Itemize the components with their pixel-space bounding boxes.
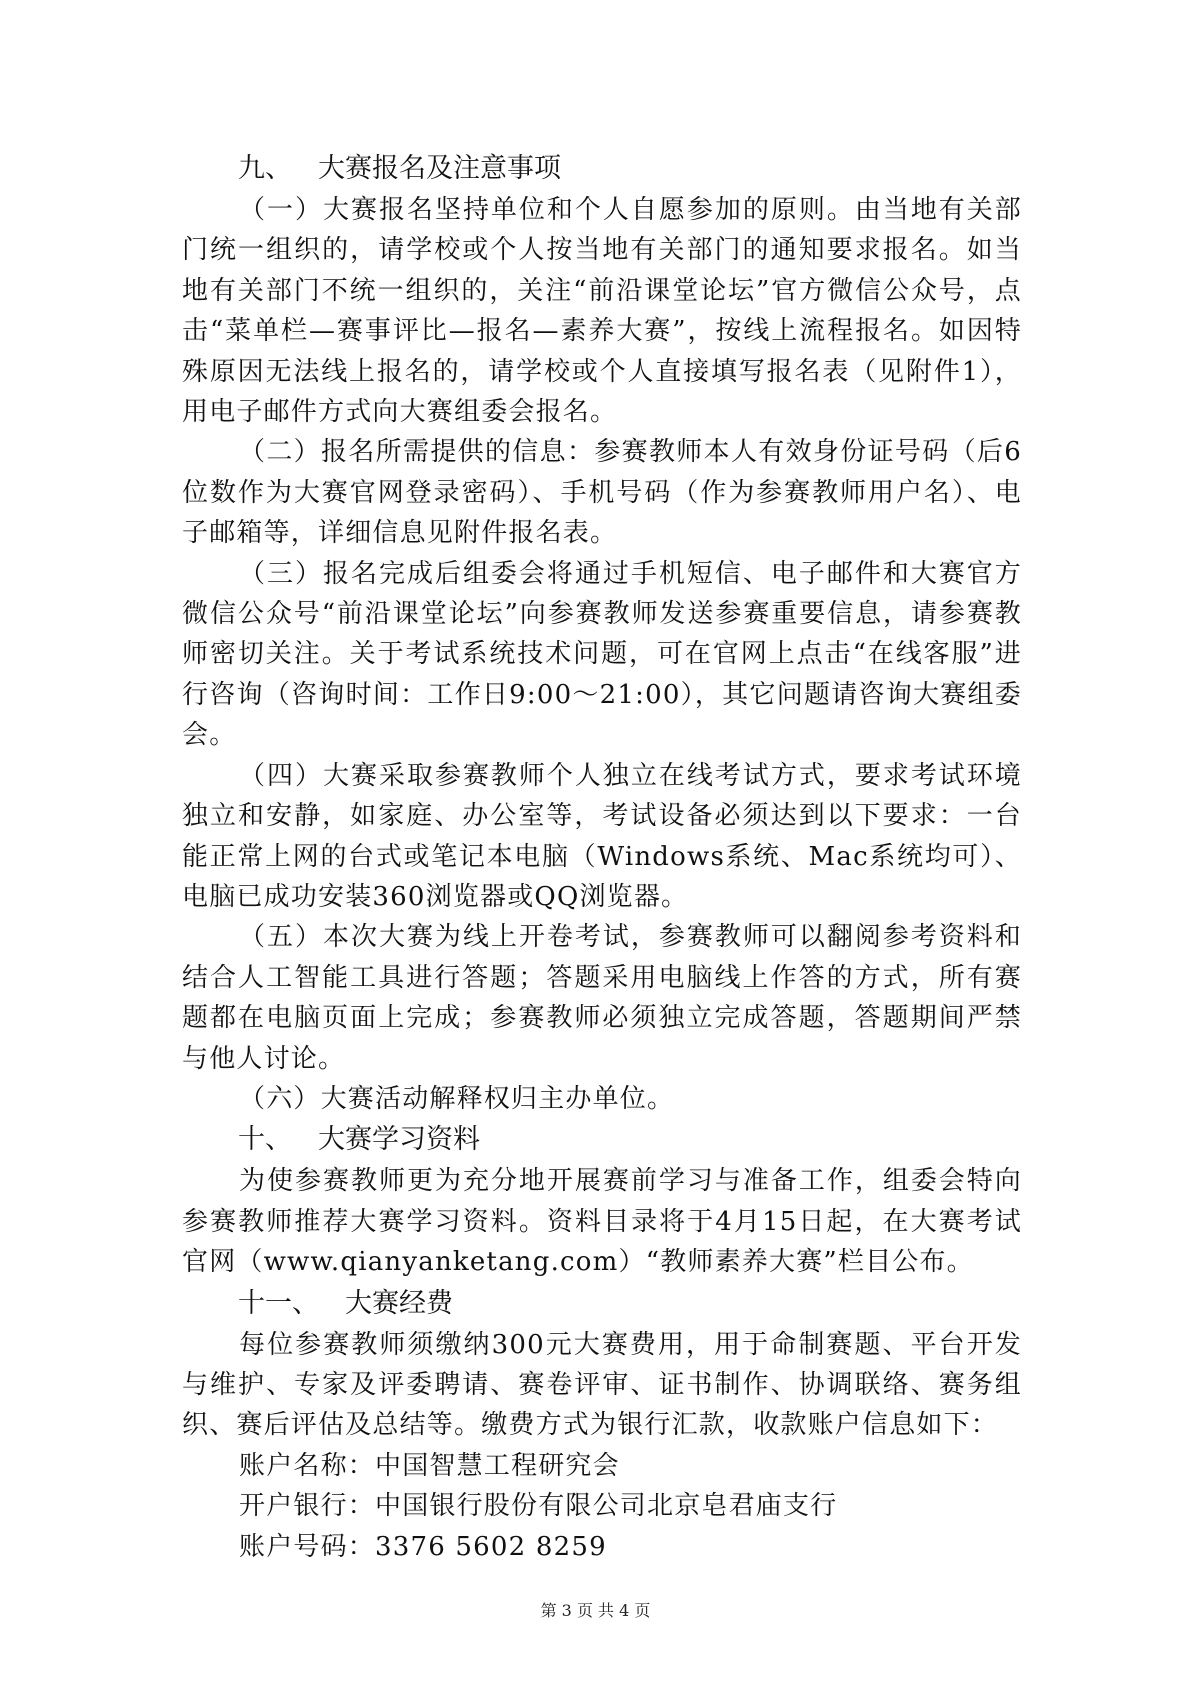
paragraph-11-1: 每位参赛教师须缴纳300元大赛费用，用于命制赛题、平台开发与维护、专家及评委聘请、赛卷评审、证书制作、协调联络、赛务组织、赛后评估及总结等。缴费方式为银行汇款，收款账户信息如下： [182,1329,1022,1441]
paragraph-10-1: 为使参赛教师更为充分地开展赛前学习与准备工作，组委会特向参赛教师推荐大赛学习资料。资料目录将于4月15日起，在大赛考试官网（www.qianyanketang.com）“教师素养大赛”栏目公布。 [182,1166,1022,1278]
paragraph-9-1: （一）大赛报名坚持单位和个人自愿参加的原则。由当地有关部门统一组织的，请学校或个人按当地有关部门的通知要求报名。如当地有关部门不统一组织的，关注“前沿课堂论坛”官方微信公众号，点击“菜单栏—赛事评比—报名—素养大赛”，按线上流程报名。如因特殊原因无法线上报名的，请学校或个人直接填写报名表（见附件1），用电子邮件方式向大赛组委会报名。 [182,195,1022,428]
bank-line: 开户银行：中国银行股份有限公司北京皂君庙支行 [239,1491,838,1522]
page-footer: 第 3 页 共 4 页 [540,1601,651,1620]
section-heading-10 [182,1119,1022,1161]
section-heading-11 [182,1283,1022,1325]
section-heading-9 [182,148,1022,190]
paragraph-9-3: （三）报名完成后组委会将通过手机短信、电子邮件和大赛官方微信公众号“前沿课堂论坛”向参赛教师发送参赛重要信息，请参赛教师密切关注。关于考试系统技术问题，可在官网上点击“在线客服”进行咨询（咨询时间：工作日9:00～21:00），其它问题请咨询大赛组委会。 [182,558,1022,751]
section-number: 十一、 [238,1287,319,1319]
account-number-line: 账户号码：3376 5602 8259 [239,1531,607,1562]
account-name-line: 账户名称：中国智慧工程研究会 [239,1450,620,1481]
paragraph-9-5: （五）本次大赛为线上开卷考试，参赛教师可以翻阅参考资料和结合人工智能工具进行答题；答题采用电脑线上作答的方式，所有赛题都在电脑页面上完成；参赛教师必须独立完成答题，答题期间严禁与他人讨论。 [182,922,1022,1074]
section-title: 大赛经费 [345,1287,453,1319]
page-content [182,148,1022,1567]
section-title: 大赛报名及注意事项 [318,153,561,184]
paragraph-9-2: （二）报名所需提供的信息：参赛教师本人有效身份证号码（后6位数作为大赛官网登录密码）、手机号码（作为参赛教师用户名）、电子邮箱等，详细信息见附件报名表。 [182,437,1022,549]
paragraph-9-6: （六）大赛活动解释权归主办单位。 [239,1083,675,1114]
section-title: 大赛学习资料 [318,1124,480,1156]
section-number: 十、 [238,1124,292,1156]
paragraph-9-4: （四）大赛采取参赛教师个人独立在线考试方式，要求考试环境独立和安静，如家庭、办公室等，考试设备必须达到以下要求：一台能正常上网的台式或笔记本电脑（Windows系统、Mac系统均可）、电脑已成功安装360浏览器或QQ浏览器。 [182,760,1022,912]
section-number: 九、 [238,153,292,184]
